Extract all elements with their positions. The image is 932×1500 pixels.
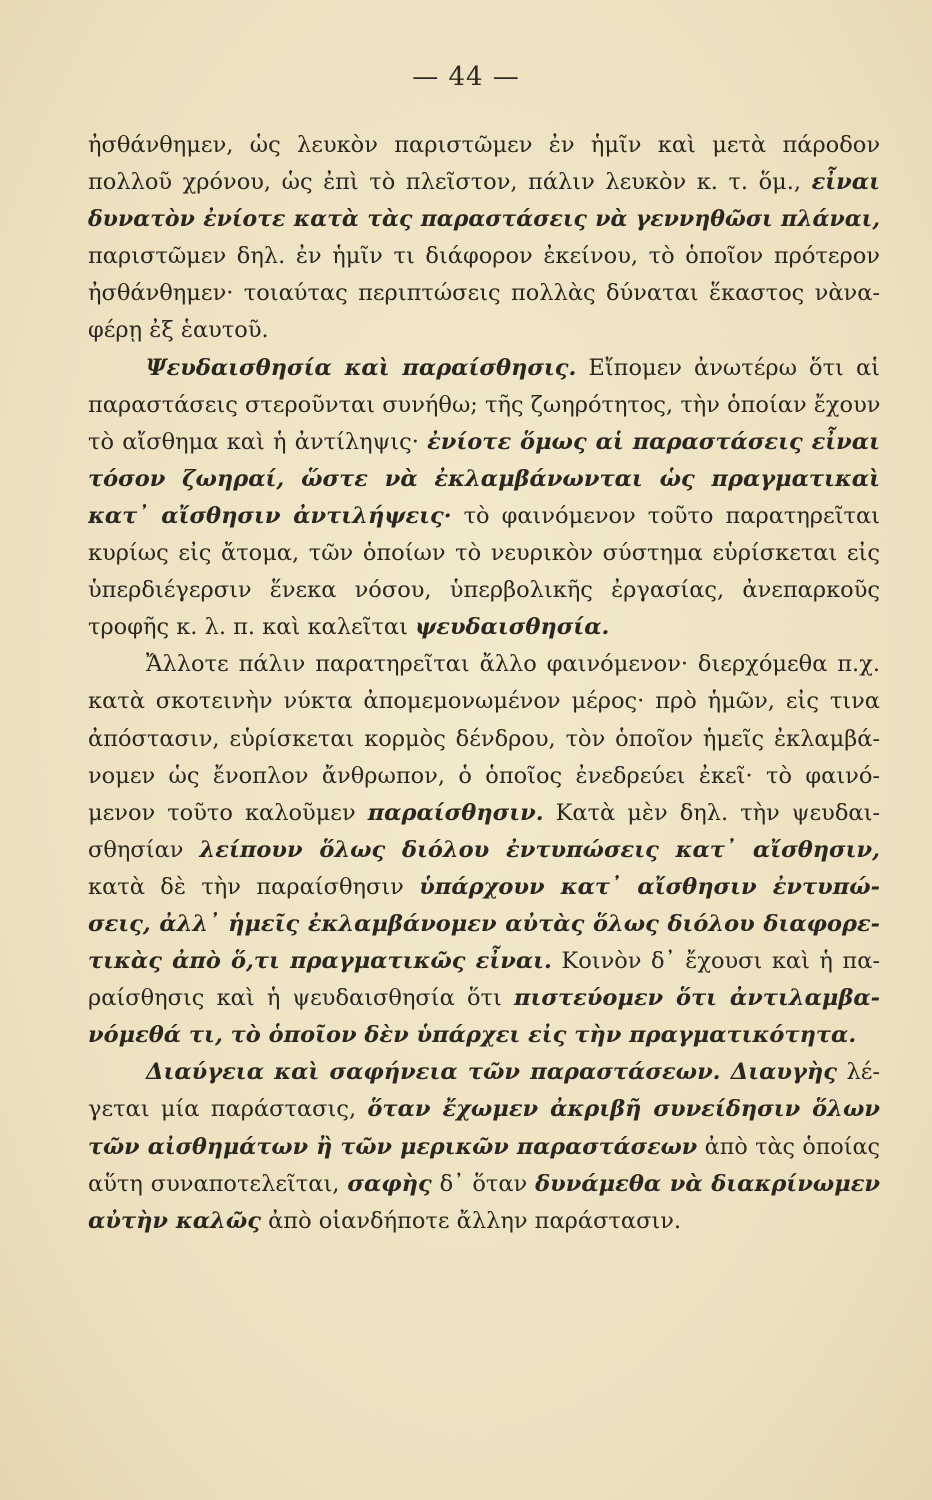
text-line bbox=[88, 1203, 880, 1240]
emphasized-text: εἶναι bbox=[811, 169, 880, 196]
emphasized-text: αὐτὴν καλῶς bbox=[88, 1207, 261, 1234]
text-line bbox=[88, 1129, 880, 1166]
text-segment: ὑπερδιέγερσιν ἕνεκα νόσου, ὑπερβολικῆς ἐργασίας, ἀνεπαρκοῦς bbox=[88, 577, 880, 604]
emphasized-text: σαφὴς bbox=[347, 1170, 432, 1197]
emphasized-text: Διαύγεια καὶ σαφήνεια τῶν παραστάσεων. Διαυγὴς bbox=[146, 1059, 837, 1086]
emphasized-text: παραίσθησιν. bbox=[367, 799, 544, 826]
text-line bbox=[88, 312, 880, 349]
text-line bbox=[88, 869, 880, 906]
text-segment: σθησίαν bbox=[88, 836, 200, 863]
text-segment: Κοινὸν δ᾽ ἔχουσι καὶ ἡ πα- bbox=[551, 948, 880, 975]
page-number: — 44 — bbox=[412, 62, 520, 92]
emphasized-text: σεις, ἀλλ᾽ ἡμεῖς ἐκλαμβάνομεν αὐτὰς ὅλως διόλου διαφορε- bbox=[88, 910, 880, 937]
text-line bbox=[88, 350, 880, 387]
emphasized-text: δυνατὸν ἐνίοτε κατὰ τὰς παραστάσεις νὰ γεννηθῶσι πλάναι, bbox=[88, 206, 880, 233]
emphasized-text: τόσον ζωηραί, ὥστε νὰ ἐκλαμβάνωνται ὡς πραγματικαὶ bbox=[88, 465, 880, 492]
text-line bbox=[88, 572, 880, 609]
text-segment: παραστάσεις στεροῦνται συνήθω; τῆς ζωηρότητος, τὴν ὁποίαν ἔχουν bbox=[88, 391, 880, 418]
text-segment: ἀπὸ οἱανδήποτε ἄλλην παράστασιν. bbox=[260, 1207, 682, 1234]
text-segment: αὕτη συναποτελεῖται, bbox=[88, 1170, 348, 1197]
text-line bbox=[88, 609, 880, 646]
text-segment: νομεν ὡς ἔνοπλον ἄνθρωπον, ὁ ὁποῖος ἐνεδρεύει ἐκεῖ· τὸ φαινό- bbox=[88, 762, 880, 789]
text-segment: τὸ αἴσθημα καὶ ἡ ἀντίληψις· bbox=[88, 428, 428, 455]
text-line bbox=[88, 201, 880, 238]
text-segment: κατὰ δὲ τὴν παραίσθησιν bbox=[88, 873, 420, 900]
text-line bbox=[88, 498, 880, 535]
text-line bbox=[88, 1054, 880, 1091]
text-segment: μενον τοῦτο καλοῦμεν bbox=[88, 799, 368, 826]
text-segment: Ἄλλοτε πάλιν παρατηρεῖται ἄλλο φαινόμενον· διερχόμεθα π.χ. bbox=[146, 651, 880, 678]
text-line bbox=[88, 980, 880, 1017]
emphasized-text: δυνάμεθα νὰ διακρίνωμεν bbox=[535, 1170, 880, 1197]
text-line bbox=[88, 238, 880, 275]
text-segment: λέ- bbox=[836, 1059, 880, 1086]
text-line bbox=[88, 424, 880, 461]
text-segment: πολλοῦ χρόνου, ὡς ἐπὶ τὸ πλεῖστον, πάλιν λευκὸν κ. τ. ὅμ., bbox=[88, 169, 812, 196]
text-line bbox=[88, 832, 880, 869]
text-segment: γεται μία παράστασις, bbox=[88, 1096, 368, 1123]
text-line bbox=[88, 275, 880, 312]
emphasized-text: ὑπάρχουν κατ᾽ αἴσθησιν ἐντυπώ- bbox=[419, 873, 880, 900]
emphasized-text: Ψευδαισθησία καὶ παραίσθησις. bbox=[146, 354, 577, 381]
text-segment: κυρίως εἰς ἄτομα, τῶν ὁποίων τὸ νευρικὸν σύστημα εὑρίσκεται εἰς bbox=[88, 540, 880, 567]
text-segment: φέρῃ ἐξ ἑαυτοῦ. bbox=[88, 317, 269, 344]
text-line bbox=[88, 943, 880, 980]
text-line bbox=[88, 646, 880, 683]
text-segment: τροφῆς κ. λ. π. καὶ καλεῖται bbox=[88, 614, 416, 641]
text-segment: κατὰ σκοτεινὴν νύκτα ἀπομεμονωμένον μέρος· πρὸ ἡμῶν, εἰς τινα bbox=[88, 688, 880, 715]
text-line bbox=[88, 683, 880, 720]
text-segment: ραίσθησις καὶ ἡ ψευδαισθησία ὅτι bbox=[88, 985, 514, 1012]
emphasized-text: νόμεθά τι, τὸ ὁποῖον δὲν ὑπάρχει εἰς τὴν πραγματικότητα. bbox=[88, 1022, 857, 1049]
text-segment: παριστῶμεν δηλ. ἐν ἡμῖν τι διάφορον ἐκείνου, τὸ ὁποῖον πρότερον bbox=[88, 243, 880, 270]
text-segment: ἀπόστασιν, εὑρίσκεται κορμὸς δένδρου, τὸν ὁποῖον ἡμεῖς ἐκλαμβά- bbox=[88, 725, 880, 752]
text-line bbox=[88, 461, 880, 498]
text-segment: τὸ φαινόμενον τοῦτο παρατηρεῖται bbox=[451, 502, 880, 529]
emphasized-text: ὅταν ἔχωμεν ἀκριβῆ συνείδησιν ὅλων bbox=[367, 1096, 880, 1123]
emphasized-text: πιστεύομεν ὅτι ἀντιλαμβα- bbox=[513, 985, 880, 1012]
text-segment: Εἴπομεν ἀνωτέρω ὅτι αἱ bbox=[576, 354, 880, 381]
text-segment: ἠσθάνθημεν· τοιαύτας περιπτώσεις πολλὰς δύναται ἕκαστος νὰνα- bbox=[88, 280, 880, 307]
text-line bbox=[88, 1017, 880, 1054]
text-segment: Κατὰ μὲν δηλ. τὴν ψευδαι- bbox=[543, 799, 880, 826]
text-segment: ἀπὸ τὰς ὁποίας bbox=[697, 1133, 880, 1160]
emphasized-text: λείπουν ὅλως διόλου ἐντυπώσεις κατ᾽ αἴσθησιν, bbox=[199, 836, 880, 863]
text-line bbox=[88, 1091, 880, 1128]
text-line bbox=[88, 164, 880, 201]
emphasized-text: τῶν αἰσθημάτων ἢ τῶν μερικῶν παραστάσεων bbox=[88, 1133, 698, 1160]
text-line bbox=[88, 1166, 880, 1203]
text-line bbox=[88, 535, 880, 572]
emphasized-text: ψευδαισθησία. bbox=[415, 614, 610, 641]
emphasized-text: ἐνίοτε ὅμως αἱ παραστάσεις εἶναι bbox=[427, 428, 880, 455]
emphasized-text: κατ᾽ αἴσθησιν ἀντιλήψεις· bbox=[88, 502, 452, 529]
emphasized-text: τικὰς ἀπὸ ὅ,τι πραγματικῶς εἶναι. bbox=[88, 948, 552, 975]
text-line bbox=[88, 758, 880, 795]
text-line bbox=[88, 387, 880, 424]
text-line bbox=[88, 795, 880, 832]
text-segment: ἠσθάνθημεν, ὡς λευκὸν παριστῶμεν ἐν ἡμῖν καὶ μετὰ πάροδον bbox=[88, 132, 880, 158]
text-segment: δ᾽ ὅταν bbox=[431, 1170, 536, 1197]
text-line bbox=[88, 127, 880, 164]
text-line bbox=[88, 721, 880, 758]
body-text bbox=[88, 127, 880, 1240]
text-line bbox=[88, 906, 880, 943]
